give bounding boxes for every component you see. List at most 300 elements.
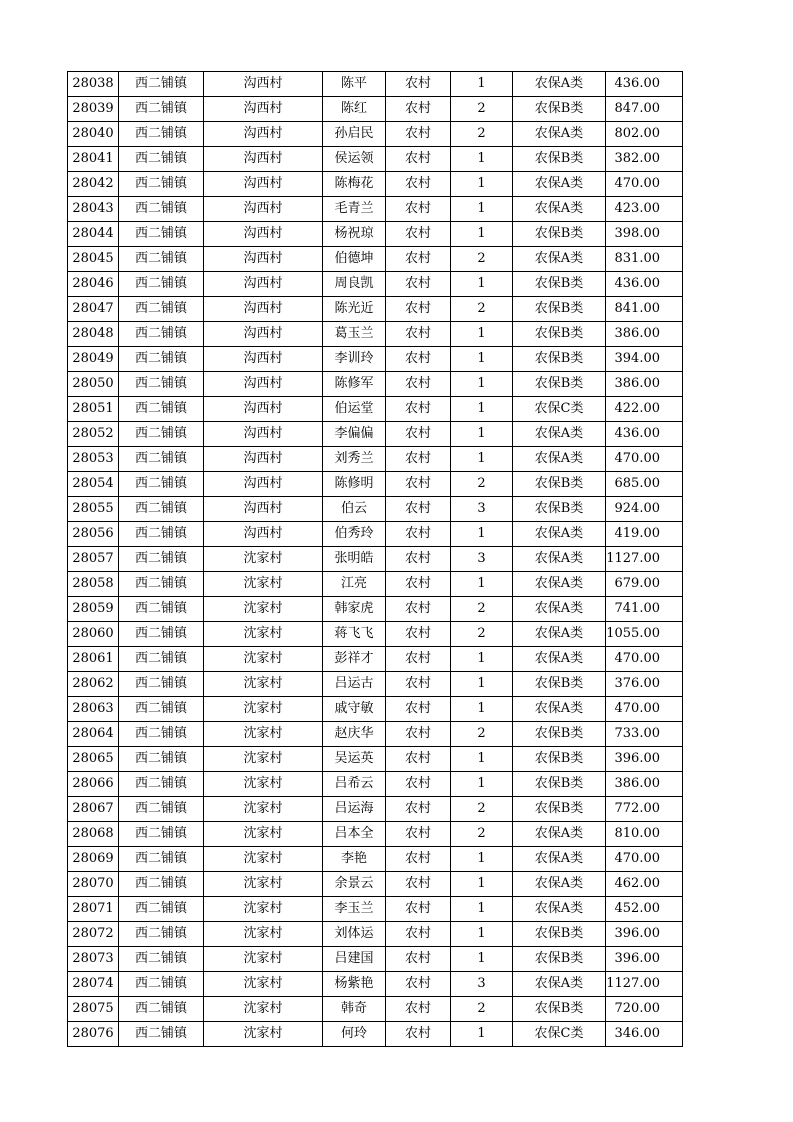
- table-row: [68, 697, 683, 722]
- member-count-cell: 1: [451, 847, 513, 872]
- name-cell: 蒋飞飞: [323, 622, 386, 647]
- record-id-cell: 28047: [68, 297, 119, 322]
- record-id-cell: 28071: [68, 897, 119, 922]
- village-cell: 沈家村: [204, 572, 323, 597]
- insurance-category-cell: 农保B类: [513, 347, 606, 372]
- record-id-cell: 28040: [68, 122, 119, 147]
- member-count-cell: 2: [451, 122, 513, 147]
- household-type-cell: 农村: [386, 847, 451, 872]
- household-type-cell: 农村: [386, 697, 451, 722]
- table-row: [68, 622, 683, 647]
- town-cell: 西二铺镇: [119, 697, 204, 722]
- amount-cell: 470.00: [606, 697, 683, 722]
- name-cell: 陈红: [323, 97, 386, 122]
- town-cell: 西二铺镇: [119, 647, 204, 672]
- member-count-cell: 2: [451, 247, 513, 272]
- member-count-cell: 1: [451, 147, 513, 172]
- member-count-cell: 1: [451, 72, 513, 97]
- household-type-cell: 农村: [386, 622, 451, 647]
- village-cell: 沈家村: [204, 897, 323, 922]
- name-cell: 侯运领: [323, 147, 386, 172]
- amount-cell: 396.00: [606, 947, 683, 972]
- record-id-cell: 28069: [68, 847, 119, 872]
- town-cell: 西二铺镇: [119, 547, 204, 572]
- name-cell: 陈梅花: [323, 172, 386, 197]
- village-cell: 沟西村: [204, 372, 323, 397]
- household-type-cell: 农村: [386, 722, 451, 747]
- record-id-cell: 28074: [68, 972, 119, 997]
- record-id-cell: 28064: [68, 722, 119, 747]
- table-row: [68, 547, 683, 572]
- record-id-cell: 28067: [68, 797, 119, 822]
- town-cell: 西二铺镇: [119, 622, 204, 647]
- insurance-category-cell: 农保B类: [513, 97, 606, 122]
- insurance-category-cell: 农保A类: [513, 197, 606, 222]
- name-cell: 陈修军: [323, 372, 386, 397]
- name-cell: 孙启民: [323, 122, 386, 147]
- household-type-cell: 农村: [386, 272, 451, 297]
- amount-cell: 386.00: [606, 372, 683, 397]
- member-count-cell: 1: [451, 947, 513, 972]
- record-id-cell: 28065: [68, 747, 119, 772]
- record-id-cell: 28039: [68, 97, 119, 122]
- village-cell: 沟西村: [204, 347, 323, 372]
- record-id-cell: 28044: [68, 222, 119, 247]
- member-count-cell: 1: [451, 922, 513, 947]
- amount-cell: 831.00: [606, 247, 683, 272]
- amount-cell: 772.00: [606, 797, 683, 822]
- village-cell: 沟西村: [204, 147, 323, 172]
- member-count-cell: 1: [451, 172, 513, 197]
- household-type-cell: 农村: [386, 772, 451, 797]
- amount-cell: 452.00: [606, 897, 683, 922]
- table-row: [68, 572, 683, 597]
- record-id-cell: 28072: [68, 922, 119, 947]
- table-row: [68, 972, 683, 997]
- insurance-category-cell: 农保A类: [513, 172, 606, 197]
- household-type-cell: 农村: [386, 297, 451, 322]
- table-row: [68, 147, 683, 172]
- insurance-category-cell: 农保C类: [513, 1022, 606, 1047]
- table-row: [68, 872, 683, 897]
- record-id-cell: 28054: [68, 472, 119, 497]
- table-row: [68, 347, 683, 372]
- name-cell: 周良凯: [323, 272, 386, 297]
- insurance-category-cell: 农保B类: [513, 497, 606, 522]
- insurance-category-cell: 农保A类: [513, 972, 606, 997]
- member-count-cell: 2: [451, 472, 513, 497]
- member-count-cell: 1: [451, 397, 513, 422]
- member-count-cell: 1: [451, 1022, 513, 1047]
- name-cell: 吴运英: [323, 747, 386, 772]
- household-type-cell: 农村: [386, 247, 451, 272]
- town-cell: 西二铺镇: [119, 572, 204, 597]
- table-row: [68, 1022, 683, 1047]
- table-row: [68, 997, 683, 1022]
- insurance-category-cell: 农保A类: [513, 847, 606, 872]
- name-cell: 彭祥才: [323, 647, 386, 672]
- table-row: [68, 447, 683, 472]
- household-type-cell: 农村: [386, 672, 451, 697]
- name-cell: 何玲: [323, 1022, 386, 1047]
- amount-cell: 1055.00: [606, 622, 683, 647]
- member-count-cell: 3: [451, 497, 513, 522]
- member-count-cell: 1: [451, 522, 513, 547]
- name-cell: 韩奇: [323, 997, 386, 1022]
- table-row: [68, 472, 683, 497]
- household-type-cell: 农村: [386, 72, 451, 97]
- record-id-cell: 28052: [68, 422, 119, 447]
- village-cell: 沈家村: [204, 747, 323, 772]
- amount-cell: 396.00: [606, 747, 683, 772]
- amount-cell: 398.00: [606, 222, 683, 247]
- table-row: [68, 372, 683, 397]
- amount-cell: 847.00: [606, 97, 683, 122]
- amount-cell: 470.00: [606, 447, 683, 472]
- record-id-cell: 28057: [68, 547, 119, 572]
- village-cell: 沈家村: [204, 1022, 323, 1047]
- town-cell: 西二铺镇: [119, 397, 204, 422]
- member-count-cell: 2: [451, 797, 513, 822]
- member-count-cell: 1: [451, 347, 513, 372]
- amount-cell: 422.00: [606, 397, 683, 422]
- table-row: [68, 197, 683, 222]
- amount-cell: 382.00: [606, 147, 683, 172]
- household-type-cell: 农村: [386, 972, 451, 997]
- insurance-category-cell: 农保B类: [513, 322, 606, 347]
- name-cell: 杨祝琼: [323, 222, 386, 247]
- insurance-category-cell: 农保A类: [513, 72, 606, 97]
- name-cell: 赵庆华: [323, 722, 386, 747]
- village-cell: 沈家村: [204, 997, 323, 1022]
- village-cell: 沈家村: [204, 597, 323, 622]
- name-cell: 刘秀兰: [323, 447, 386, 472]
- member-count-cell: 2: [451, 622, 513, 647]
- record-id-cell: 28070: [68, 872, 119, 897]
- town-cell: 西二铺镇: [119, 872, 204, 897]
- amount-cell: 436.00: [606, 72, 683, 97]
- table-row: [68, 397, 683, 422]
- member-count-cell: 1: [451, 222, 513, 247]
- village-cell: 沟西村: [204, 197, 323, 222]
- name-cell: 韩家虎: [323, 597, 386, 622]
- amount-cell: 394.00: [606, 347, 683, 372]
- record-id-cell: 28038: [68, 72, 119, 97]
- amount-cell: 733.00: [606, 722, 683, 747]
- name-cell: 李训玲: [323, 347, 386, 372]
- record-id-cell: 28076: [68, 1022, 119, 1047]
- name-cell: 余景云: [323, 872, 386, 897]
- insurance-category-cell: 农保B类: [513, 297, 606, 322]
- town-cell: 西二铺镇: [119, 472, 204, 497]
- name-cell: 杨紫艳: [323, 972, 386, 997]
- name-cell: 江亮: [323, 572, 386, 597]
- record-id-cell: 28041: [68, 147, 119, 172]
- household-type-cell: 农村: [386, 922, 451, 947]
- town-cell: 西二铺镇: [119, 97, 204, 122]
- record-id-cell: 28055: [68, 497, 119, 522]
- insurance-category-cell: 农保C类: [513, 397, 606, 422]
- town-cell: 西二铺镇: [119, 172, 204, 197]
- table-row: [68, 222, 683, 247]
- amount-cell: 841.00: [606, 297, 683, 322]
- amount-cell: 741.00: [606, 597, 683, 622]
- name-cell: 陈光近: [323, 297, 386, 322]
- name-cell: 李偏偏: [323, 422, 386, 447]
- household-type-cell: 农村: [386, 472, 451, 497]
- insurance-category-cell: 农保A类: [513, 597, 606, 622]
- village-cell: 沈家村: [204, 772, 323, 797]
- amount-cell: 436.00: [606, 272, 683, 297]
- table-row: [68, 97, 683, 122]
- table-row: [68, 122, 683, 147]
- record-id-cell: 28066: [68, 772, 119, 797]
- town-cell: 西二铺镇: [119, 197, 204, 222]
- record-id-cell: 28049: [68, 347, 119, 372]
- data-table: [67, 71, 683, 1047]
- household-type-cell: 农村: [386, 397, 451, 422]
- insurance-category-cell: 农保B类: [513, 797, 606, 822]
- member-count-cell: 1: [451, 272, 513, 297]
- record-id-cell: 28051: [68, 397, 119, 422]
- name-cell: 李艳: [323, 847, 386, 872]
- insurance-category-cell: 农保B类: [513, 672, 606, 697]
- town-cell: 西二铺镇: [119, 147, 204, 172]
- insurance-category-cell: 农保A类: [513, 622, 606, 647]
- amount-cell: 810.00: [606, 822, 683, 847]
- record-id-cell: 28061: [68, 647, 119, 672]
- village-cell: 沟西村: [204, 397, 323, 422]
- member-count-cell: 1: [451, 647, 513, 672]
- name-cell: 吕建国: [323, 947, 386, 972]
- insurance-category-cell: 农保B类: [513, 222, 606, 247]
- village-cell: 沟西村: [204, 322, 323, 347]
- table-row: [68, 747, 683, 772]
- town-cell: 西二铺镇: [119, 422, 204, 447]
- insurance-category-cell: 农保A类: [513, 822, 606, 847]
- table-row: [68, 72, 683, 97]
- town-cell: 西二铺镇: [119, 447, 204, 472]
- table-row: [68, 322, 683, 347]
- household-type-cell: 农村: [386, 197, 451, 222]
- name-cell: 吕本全: [323, 822, 386, 847]
- table-row: [68, 722, 683, 747]
- table-row: [68, 947, 683, 972]
- household-type-cell: 农村: [386, 522, 451, 547]
- table-row: [68, 772, 683, 797]
- amount-cell: 1127.00: [606, 547, 683, 572]
- name-cell: 伯德坤: [323, 247, 386, 272]
- town-cell: 西二铺镇: [119, 972, 204, 997]
- member-count-cell: 1: [451, 872, 513, 897]
- table-row: [68, 247, 683, 272]
- town-cell: 西二铺镇: [119, 722, 204, 747]
- village-cell: 沈家村: [204, 647, 323, 672]
- insurance-category-cell: 农保A类: [513, 447, 606, 472]
- town-cell: 西二铺镇: [119, 247, 204, 272]
- member-count-cell: 2: [451, 722, 513, 747]
- member-count-cell: 1: [451, 447, 513, 472]
- amount-cell: 470.00: [606, 172, 683, 197]
- insurance-category-cell: 农保B类: [513, 997, 606, 1022]
- household-type-cell: 农村: [386, 322, 451, 347]
- table-row: [68, 797, 683, 822]
- record-id-cell: 28042: [68, 172, 119, 197]
- town-cell: 西二铺镇: [119, 322, 204, 347]
- village-cell: 沟西村: [204, 497, 323, 522]
- village-cell: 沟西村: [204, 297, 323, 322]
- insurance-category-cell: 农保B类: [513, 472, 606, 497]
- member-count-cell: 1: [451, 422, 513, 447]
- household-type-cell: 农村: [386, 822, 451, 847]
- household-type-cell: 农村: [386, 97, 451, 122]
- record-id-cell: 28045: [68, 247, 119, 272]
- record-id-cell: 28062: [68, 672, 119, 697]
- amount-cell: 462.00: [606, 872, 683, 897]
- member-count-cell: 1: [451, 747, 513, 772]
- insurance-category-cell: 农保A类: [513, 697, 606, 722]
- amount-cell: 386.00: [606, 322, 683, 347]
- record-id-cell: 28053: [68, 447, 119, 472]
- village-cell: 沟西村: [204, 422, 323, 447]
- household-type-cell: 农村: [386, 122, 451, 147]
- amount-cell: 470.00: [606, 647, 683, 672]
- household-type-cell: 农村: [386, 222, 451, 247]
- insurance-category-cell: 农保B类: [513, 272, 606, 297]
- household-type-cell: 农村: [386, 572, 451, 597]
- member-count-cell: 1: [451, 322, 513, 347]
- town-cell: 西二铺镇: [119, 72, 204, 97]
- town-cell: 西二铺镇: [119, 347, 204, 372]
- amount-cell: 436.00: [606, 422, 683, 447]
- member-count-cell: 2: [451, 597, 513, 622]
- table-body: [68, 72, 683, 1047]
- table-row: [68, 422, 683, 447]
- record-id-cell: 28075: [68, 997, 119, 1022]
- amount-cell: 1127.00: [606, 972, 683, 997]
- record-id-cell: 28060: [68, 622, 119, 647]
- name-cell: 陈平: [323, 72, 386, 97]
- village-cell: 沈家村: [204, 847, 323, 872]
- town-cell: 西二铺镇: [119, 897, 204, 922]
- household-type-cell: 农村: [386, 647, 451, 672]
- insurance-category-cell: 农保A类: [513, 897, 606, 922]
- amount-cell: 346.00: [606, 1022, 683, 1047]
- village-cell: 沈家村: [204, 797, 323, 822]
- record-id-cell: 28068: [68, 822, 119, 847]
- village-cell: 沈家村: [204, 872, 323, 897]
- insurance-category-cell: 农保A类: [513, 247, 606, 272]
- table-row: [68, 522, 683, 547]
- insurance-category-cell: 农保A类: [513, 647, 606, 672]
- village-cell: 沈家村: [204, 822, 323, 847]
- household-type-cell: 农村: [386, 547, 451, 572]
- table-row: [68, 672, 683, 697]
- insurance-category-cell: 农保B类: [513, 772, 606, 797]
- village-cell: 沟西村: [204, 172, 323, 197]
- name-cell: 陈修明: [323, 472, 386, 497]
- village-cell: 沈家村: [204, 697, 323, 722]
- table-row: [68, 922, 683, 947]
- amount-cell: 396.00: [606, 922, 683, 947]
- record-id-cell: 28056: [68, 522, 119, 547]
- name-cell: 刘体运: [323, 922, 386, 947]
- record-id-cell: 28063: [68, 697, 119, 722]
- table-row: [68, 647, 683, 672]
- member-count-cell: 2: [451, 822, 513, 847]
- member-count-cell: 2: [451, 297, 513, 322]
- town-cell: 西二铺镇: [119, 922, 204, 947]
- town-cell: 西二铺镇: [119, 997, 204, 1022]
- village-cell: 沟西村: [204, 522, 323, 547]
- table-row: [68, 272, 683, 297]
- insurance-category-cell: 农保B类: [513, 947, 606, 972]
- town-cell: 西二铺镇: [119, 272, 204, 297]
- insurance-category-cell: 农保A类: [513, 572, 606, 597]
- insurance-category-cell: 农保B类: [513, 722, 606, 747]
- member-count-cell: 1: [451, 897, 513, 922]
- name-cell: 伯运堂: [323, 397, 386, 422]
- table-row: [68, 297, 683, 322]
- name-cell: 伯秀玲: [323, 522, 386, 547]
- table-row: [68, 172, 683, 197]
- town-cell: 西二铺镇: [119, 1022, 204, 1047]
- village-cell: 沈家村: [204, 622, 323, 647]
- name-cell: 伯云: [323, 497, 386, 522]
- amount-cell: 419.00: [606, 522, 683, 547]
- record-id-cell: 28058: [68, 572, 119, 597]
- insurance-category-cell: 农保A类: [513, 522, 606, 547]
- table-row: [68, 822, 683, 847]
- member-count-cell: 1: [451, 572, 513, 597]
- household-type-cell: 农村: [386, 997, 451, 1022]
- household-type-cell: 农村: [386, 897, 451, 922]
- amount-cell: 386.00: [606, 772, 683, 797]
- member-count-cell: 3: [451, 972, 513, 997]
- name-cell: 吕运海: [323, 797, 386, 822]
- name-cell: 吕希云: [323, 772, 386, 797]
- table-row: [68, 847, 683, 872]
- household-type-cell: 农村: [386, 447, 451, 472]
- village-cell: 沈家村: [204, 922, 323, 947]
- amount-cell: 470.00: [606, 847, 683, 872]
- village-cell: 沟西村: [204, 272, 323, 297]
- town-cell: 西二铺镇: [119, 772, 204, 797]
- town-cell: 西二铺镇: [119, 122, 204, 147]
- insurance-category-cell: 农保B类: [513, 747, 606, 772]
- village-cell: 沟西村: [204, 122, 323, 147]
- household-type-cell: 农村: [386, 1022, 451, 1047]
- name-cell: 张明皓: [323, 547, 386, 572]
- insurance-category-cell: 农保B类: [513, 922, 606, 947]
- household-type-cell: 农村: [386, 147, 451, 172]
- village-cell: 沈家村: [204, 972, 323, 997]
- household-type-cell: 农村: [386, 347, 451, 372]
- member-count-cell: 1: [451, 772, 513, 797]
- insurance-category-cell: 农保B类: [513, 147, 606, 172]
- household-type-cell: 农村: [386, 172, 451, 197]
- amount-cell: 720.00: [606, 997, 683, 1022]
- household-type-cell: 农村: [386, 747, 451, 772]
- town-cell: 西二铺镇: [119, 372, 204, 397]
- town-cell: 西二铺镇: [119, 497, 204, 522]
- household-type-cell: 农村: [386, 497, 451, 522]
- member-count-cell: 1: [451, 672, 513, 697]
- insurance-category-cell: 农保B类: [513, 372, 606, 397]
- village-cell: 沟西村: [204, 472, 323, 497]
- town-cell: 西二铺镇: [119, 947, 204, 972]
- member-count-cell: 1: [451, 197, 513, 222]
